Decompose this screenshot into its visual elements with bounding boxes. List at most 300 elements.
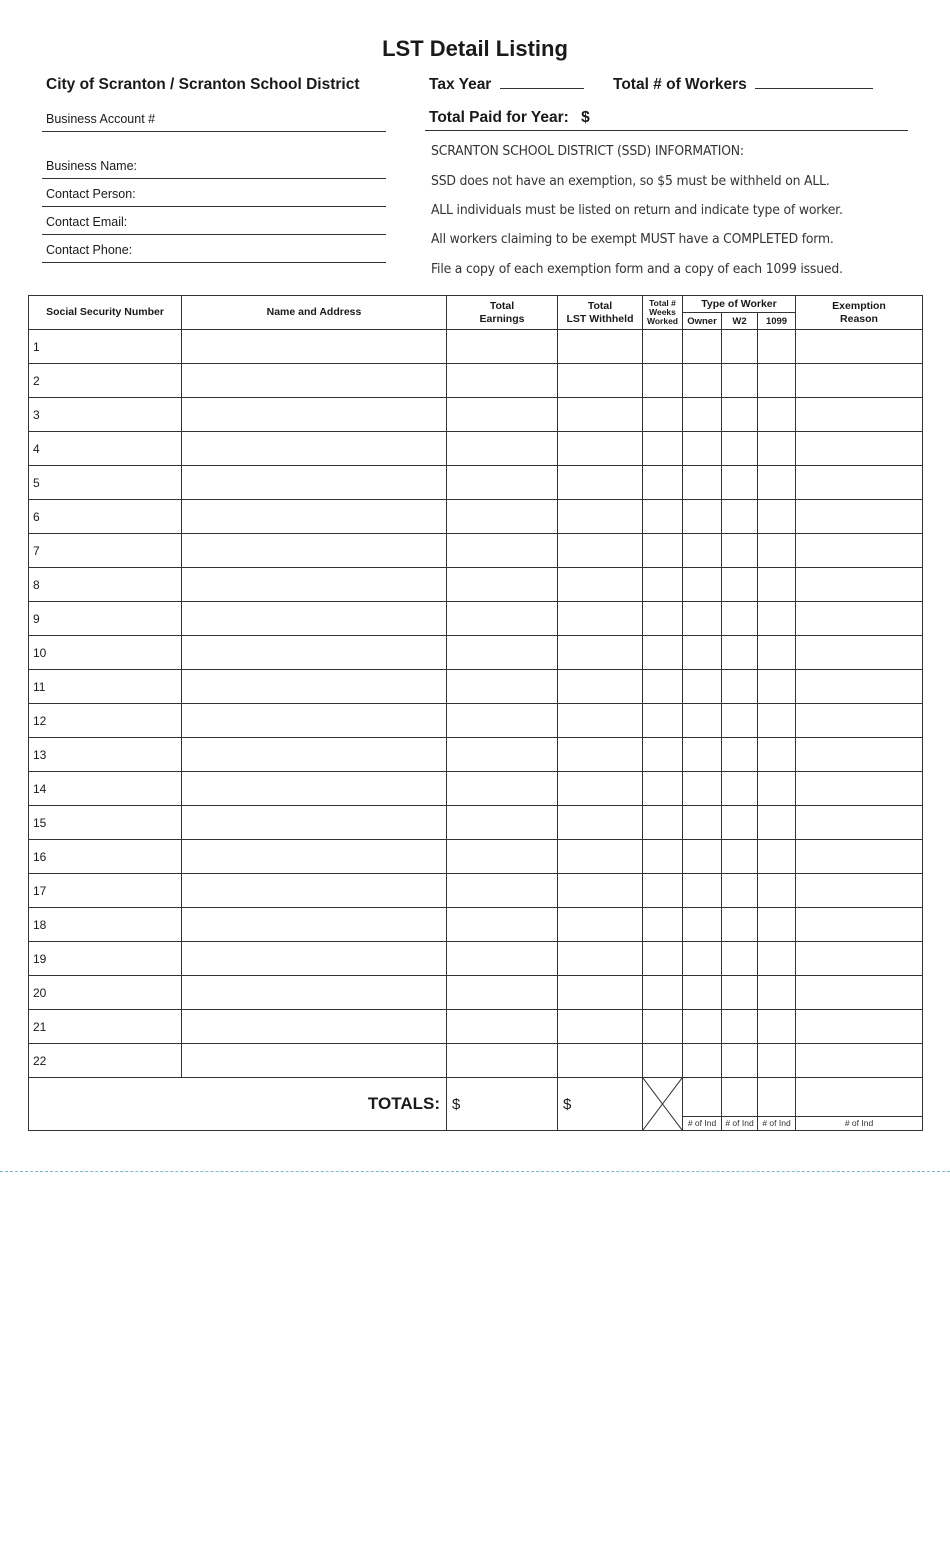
ssn-cell[interactable] xyxy=(29,534,182,568)
owner-cell[interactable] xyxy=(683,330,722,364)
weeks-cell[interactable] xyxy=(643,432,683,466)
weeks-cell[interactable] xyxy=(643,330,683,364)
exemption-cell[interactable] xyxy=(796,568,923,602)
row-number: 21 xyxy=(33,1019,47,1034)
header-lst-withheld xyxy=(558,296,643,330)
exemption-cell[interactable] xyxy=(796,670,923,704)
lst-withheld-cell[interactable] xyxy=(558,806,643,840)
table-row xyxy=(29,806,923,840)
owner-cell[interactable] xyxy=(683,942,722,976)
lst-withheld-cell[interactable] xyxy=(558,772,643,806)
contact-person-field[interactable] xyxy=(42,187,386,207)
lst-withheld-cell[interactable] xyxy=(558,534,643,568)
contact-email-label: Contact Email: xyxy=(46,215,128,229)
table-row xyxy=(29,738,923,772)
header-1099: 1099 xyxy=(758,313,796,330)
lst-withheld-cell[interactable] xyxy=(558,704,643,738)
weeks-cell[interactable] xyxy=(643,466,683,500)
weeks-cell[interactable] xyxy=(643,500,683,534)
row-number: 16 xyxy=(33,849,47,864)
table-row xyxy=(29,568,923,602)
weeks-cell[interactable] xyxy=(643,364,683,398)
t1099-cell[interactable] xyxy=(758,1044,796,1078)
earnings-cell[interactable] xyxy=(447,432,558,466)
weeks-cell[interactable] xyxy=(643,568,683,602)
row-number: 22 xyxy=(33,1053,47,1068)
earnings-cell[interactable] xyxy=(447,330,558,364)
exemption-cell[interactable] xyxy=(796,840,923,874)
table-row xyxy=(29,500,923,534)
owner-cell[interactable] xyxy=(683,534,722,568)
header-weeks-line2: Weeks xyxy=(649,307,676,317)
ssn-cell[interactable] xyxy=(29,772,182,806)
totals-lst-cell[interactable]: $ xyxy=(558,1078,643,1131)
header-earnings-line2: Earnings xyxy=(479,312,525,325)
exemption-cell[interactable] xyxy=(796,398,923,432)
lst-withheld-cell[interactable] xyxy=(558,1010,643,1044)
name-address-cell[interactable] xyxy=(182,806,447,840)
info-line-1: SSD does not have an exemption, so $5 must be withheld on ALL. xyxy=(431,173,830,189)
weeks-cell[interactable] xyxy=(643,1010,683,1044)
exemption-cell[interactable] xyxy=(796,432,923,466)
row-number: 13 xyxy=(33,747,47,762)
earnings-cell[interactable] xyxy=(447,908,558,942)
row-number: 18 xyxy=(33,917,47,932)
header-w2: W2 xyxy=(722,313,758,330)
table-body xyxy=(29,330,923,1078)
earnings-cell[interactable] xyxy=(447,364,558,398)
ssn-cell[interactable] xyxy=(29,840,182,874)
table-row xyxy=(29,670,923,704)
w2-count-label: # of Ind xyxy=(722,1116,757,1130)
w2-cell[interactable] xyxy=(722,500,758,534)
ssn-cell[interactable] xyxy=(29,704,182,738)
ssn-cell[interactable] xyxy=(29,1010,182,1044)
earnings-cell[interactable] xyxy=(447,466,558,500)
total-workers-label: Total # of Workers xyxy=(613,76,747,93)
t1099-cell[interactable] xyxy=(758,908,796,942)
table-row xyxy=(29,1010,923,1044)
name-address-cell[interactable] xyxy=(182,466,447,500)
contact-email-field[interactable] xyxy=(42,215,386,235)
table-row xyxy=(29,534,923,568)
row-number: 4 xyxy=(33,441,40,456)
lst-withheld-cell[interactable] xyxy=(558,738,643,772)
w2-cell[interactable] xyxy=(722,942,758,976)
earnings-cell[interactable] xyxy=(447,840,558,874)
w2-cell[interactable] xyxy=(722,636,758,670)
earnings-cell[interactable] xyxy=(447,636,558,670)
weeks-cell[interactable] xyxy=(643,398,683,432)
table-row xyxy=(29,908,923,942)
t1099-cell[interactable] xyxy=(758,398,796,432)
table-row xyxy=(29,874,923,908)
name-address-cell[interactable] xyxy=(182,1044,447,1078)
lst-withheld-cell[interactable] xyxy=(558,500,643,534)
lst-withheld-cell[interactable] xyxy=(558,466,643,500)
header-owner: Owner xyxy=(683,313,722,330)
exempt-count-label: # of Ind xyxy=(796,1116,922,1130)
w2-cell[interactable] xyxy=(722,364,758,398)
header-lst-line1: Total xyxy=(587,299,613,312)
weeks-cell[interactable] xyxy=(643,738,683,772)
weeks-cell[interactable] xyxy=(643,670,683,704)
w2-cell[interactable] xyxy=(722,670,758,704)
earnings-cell[interactable] xyxy=(447,398,558,432)
name-address-cell[interactable] xyxy=(182,432,447,466)
ssn-cell[interactable] xyxy=(29,908,182,942)
weeks-cell[interactable] xyxy=(643,704,683,738)
total-paid-currency: $ xyxy=(581,109,590,126)
lst-withheld-cell[interactable] xyxy=(558,942,643,976)
info-line-4: File a copy of each exemption form and a copy of each 1099 issued. xyxy=(431,261,843,277)
cross-out-icon xyxy=(643,1078,682,1130)
earnings-cell[interactable] xyxy=(447,534,558,568)
business-account-field[interactable] xyxy=(42,112,386,132)
w2-cell[interactable] xyxy=(722,432,758,466)
business-name-label: Business Name: xyxy=(46,159,138,173)
exemption-cell[interactable] xyxy=(796,330,923,364)
business-account-label: Business Account # xyxy=(46,112,156,126)
owner-cell[interactable] xyxy=(683,840,722,874)
exemption-cell[interactable] xyxy=(796,466,923,500)
name-address-cell[interactable] xyxy=(182,670,447,704)
exemption-cell[interactable] xyxy=(796,738,923,772)
table-row xyxy=(29,772,923,806)
exemption-cell[interactable] xyxy=(796,806,923,840)
totals-owner-cell[interactable] xyxy=(683,1078,722,1131)
name-address-cell[interactable] xyxy=(182,500,447,534)
totals-1099-cell[interactable] xyxy=(758,1078,796,1131)
earnings-cell[interactable] xyxy=(447,942,558,976)
owner-cell[interactable] xyxy=(683,432,722,466)
ssn-cell[interactable] xyxy=(29,432,182,466)
owner-cell[interactable] xyxy=(683,398,722,432)
row-number: 11 xyxy=(33,679,46,694)
header-earnings-line1: Total xyxy=(489,299,515,312)
totals-earnings-cell[interactable]: $ xyxy=(447,1078,558,1131)
name-address-cell[interactable] xyxy=(182,976,447,1010)
w2-cell[interactable] xyxy=(722,466,758,500)
name-address-cell[interactable] xyxy=(182,942,447,976)
owner-cell[interactable] xyxy=(683,704,722,738)
exemption-cell[interactable] xyxy=(796,364,923,398)
earnings-cell[interactable] xyxy=(447,670,558,704)
w2-cell[interactable] xyxy=(722,976,758,1010)
table-row xyxy=(29,466,923,500)
ssn-cell[interactable] xyxy=(29,874,182,908)
t1099-cell[interactable] xyxy=(758,704,796,738)
table-row xyxy=(29,942,923,976)
table-row xyxy=(29,602,923,636)
w2-cell[interactable] xyxy=(722,738,758,772)
header-name-address: Name and Address xyxy=(182,296,447,330)
w2-cell[interactable] xyxy=(722,908,758,942)
exemption-cell[interactable] xyxy=(796,908,923,942)
exemption-cell[interactable] xyxy=(796,704,923,738)
info-line-2: ALL individuals must be listed on return and indicate type of worker. xyxy=(431,202,843,218)
t1099-cell[interactable] xyxy=(758,568,796,602)
t1099-cell[interactable] xyxy=(758,874,796,908)
t1099-cell[interactable] xyxy=(758,806,796,840)
contact-person-label: Contact Person: xyxy=(46,187,136,201)
t1099-cell[interactable] xyxy=(758,466,796,500)
name-address-cell[interactable] xyxy=(182,636,447,670)
exemption-cell[interactable] xyxy=(796,602,923,636)
lst-withheld-cell[interactable] xyxy=(558,636,643,670)
tax-year-blank[interactable] xyxy=(500,76,584,89)
earnings-cell[interactable] xyxy=(447,602,558,636)
ssn-cell[interactable] xyxy=(29,738,182,772)
w2-cell[interactable] xyxy=(722,806,758,840)
weeks-cell[interactable] xyxy=(643,1044,683,1078)
t1099-cell[interactable] xyxy=(758,534,796,568)
name-address-cell[interactable] xyxy=(182,602,447,636)
t1099-cell[interactable] xyxy=(758,432,796,466)
weeks-cell[interactable] xyxy=(643,976,683,1010)
totals-label: TOTALS: xyxy=(29,1078,447,1131)
w2-cell[interactable] xyxy=(722,1044,758,1078)
owner-cell[interactable] xyxy=(683,806,722,840)
owner-cell[interactable] xyxy=(683,568,722,602)
ssn-cell[interactable] xyxy=(29,1044,182,1078)
table-row xyxy=(29,976,923,1010)
earnings-cell[interactable] xyxy=(447,874,558,908)
ssn-cell[interactable] xyxy=(29,602,182,636)
lst-withheld-cell[interactable] xyxy=(558,602,643,636)
owner-cell[interactable] xyxy=(683,670,722,704)
ssn-cell[interactable] xyxy=(29,670,182,704)
totals-weeks-crossed-cell xyxy=(643,1078,683,1131)
earnings-cell[interactable] xyxy=(447,806,558,840)
name-address-cell[interactable] xyxy=(182,398,447,432)
lst-withheld-cell[interactable] xyxy=(558,364,643,398)
header-exempt-line1: Exemption xyxy=(832,299,886,312)
t1099-cell[interactable] xyxy=(758,840,796,874)
ssn-cell[interactable] xyxy=(29,976,182,1010)
name-address-cell[interactable] xyxy=(182,330,447,364)
owner-cell[interactable] xyxy=(683,1010,722,1044)
lst-withheld-cell[interactable] xyxy=(558,1044,643,1078)
row-number: 9 xyxy=(33,611,40,626)
business-name-field[interactable] xyxy=(42,159,386,179)
owner-cell[interactable] xyxy=(683,364,722,398)
earnings-cell[interactable] xyxy=(447,976,558,1010)
weeks-cell[interactable] xyxy=(643,942,683,976)
row-number: 7 xyxy=(33,543,40,558)
header-exempt-line2: Reason xyxy=(840,312,878,325)
contact-phone-label: Contact Phone: xyxy=(46,243,133,257)
totals-exempt-cell[interactable] xyxy=(796,1078,923,1131)
ssn-cell[interactable] xyxy=(29,500,182,534)
earnings-cell[interactable] xyxy=(447,500,558,534)
header-exemption-reason xyxy=(796,296,923,330)
owner-cell[interactable] xyxy=(683,738,722,772)
exemption-cell[interactable] xyxy=(796,534,923,568)
row-number: 3 xyxy=(33,407,40,422)
lst-withheld-cell[interactable] xyxy=(558,432,643,466)
info-line-3: All workers claiming to be exempt MUST have a COMPLETED form. xyxy=(431,231,834,247)
lst-withheld-cell[interactable] xyxy=(558,840,643,874)
lst-withheld-cell[interactable] xyxy=(558,398,643,432)
name-address-cell[interactable] xyxy=(182,364,447,398)
header-lst-line2: LST Withheld xyxy=(566,312,634,325)
lst-withheld-cell[interactable] xyxy=(558,908,643,942)
table-row xyxy=(29,432,923,466)
owner-count-label: # of Ind xyxy=(683,1116,721,1130)
table-row xyxy=(29,704,923,738)
total-workers-field[interactable] xyxy=(613,76,873,94)
ssn-cell[interactable] xyxy=(29,364,182,398)
t1099-cell[interactable] xyxy=(758,942,796,976)
worker-table xyxy=(28,295,923,1131)
w2-cell[interactable] xyxy=(722,330,758,364)
header-weeks-worked xyxy=(643,296,683,330)
page-title: LST Detail Listing xyxy=(382,36,568,61)
exemption-cell[interactable] xyxy=(796,500,923,534)
weeks-cell[interactable] xyxy=(643,806,683,840)
lst-withheld-cell[interactable] xyxy=(558,976,643,1010)
header-weeks-line3: Worked xyxy=(646,316,679,326)
weeks-cell[interactable] xyxy=(643,534,683,568)
lst-withheld-cell[interactable] xyxy=(558,568,643,602)
w2-cell[interactable] xyxy=(722,1010,758,1044)
exemption-cell[interactable] xyxy=(796,1010,923,1044)
table-row xyxy=(29,1044,923,1078)
name-address-cell[interactable] xyxy=(182,908,447,942)
t1099-cell[interactable] xyxy=(758,636,796,670)
earnings-cell[interactable] xyxy=(447,704,558,738)
t1099-cell[interactable] xyxy=(758,772,796,806)
row-number: 10 xyxy=(33,645,47,660)
row-number: 17 xyxy=(33,883,47,898)
total-workers-blank[interactable] xyxy=(755,76,873,89)
t1099-cell[interactable] xyxy=(758,1010,796,1044)
t1099-cell[interactable] xyxy=(758,602,796,636)
table-row xyxy=(29,840,923,874)
earnings-cell[interactable] xyxy=(447,1010,558,1044)
exemption-cell[interactable] xyxy=(796,1044,923,1078)
ssn-cell[interactable] xyxy=(29,942,182,976)
earnings-cell[interactable] xyxy=(447,738,558,772)
tax-year-field[interactable] xyxy=(429,76,584,94)
header-type-of-worker: Type of Worker xyxy=(683,296,796,313)
ssn-cell[interactable] xyxy=(29,806,182,840)
w2-cell[interactable] xyxy=(722,398,758,432)
row-number: 14 xyxy=(33,781,47,796)
earnings-cell[interactable] xyxy=(447,568,558,602)
header-ssn: Social Security Number xyxy=(29,296,182,330)
name-address-cell[interactable] xyxy=(182,704,447,738)
total-paid-field[interactable] xyxy=(429,109,590,127)
w2-cell[interactable] xyxy=(722,602,758,636)
weeks-cell[interactable] xyxy=(643,840,683,874)
earnings-cell[interactable] xyxy=(447,1044,558,1078)
owner-cell[interactable] xyxy=(683,976,722,1010)
total-paid-label: Total Paid for Year: xyxy=(429,109,569,126)
totals-w2-cell[interactable] xyxy=(722,1078,758,1131)
owner-cell[interactable] xyxy=(683,636,722,670)
table-row xyxy=(29,636,923,670)
name-address-cell[interactable] xyxy=(182,738,447,772)
w2-cell[interactable] xyxy=(722,534,758,568)
t1099-cell[interactable] xyxy=(758,330,796,364)
w2-cell[interactable] xyxy=(722,840,758,874)
contact-phone-field[interactable] xyxy=(42,243,386,263)
row-number: 6 xyxy=(33,509,40,524)
name-address-cell[interactable] xyxy=(182,772,447,806)
t1099-count-label: # of Ind xyxy=(758,1116,795,1130)
row-number: 20 xyxy=(33,985,47,1000)
owner-cell[interactable] xyxy=(683,908,722,942)
w2-cell[interactable] xyxy=(722,874,758,908)
row-number: 1 xyxy=(33,339,40,354)
owner-cell[interactable] xyxy=(683,500,722,534)
weeks-cell[interactable] xyxy=(643,602,683,636)
name-address-cell[interactable] xyxy=(182,568,447,602)
w2-cell[interactable] xyxy=(722,704,758,738)
info-heading: SCRANTON SCHOOL DISTRICT (SSD) INFORMATION: xyxy=(431,143,744,159)
header-weeks-line1: Total # xyxy=(649,298,676,308)
row-number: 8 xyxy=(33,577,40,592)
owner-cell[interactable] xyxy=(683,874,722,908)
row-number: 12 xyxy=(33,713,47,728)
ssn-cell[interactable] xyxy=(29,398,182,432)
weeks-cell[interactable] xyxy=(643,874,683,908)
weeks-cell[interactable] xyxy=(643,636,683,670)
w2-cell[interactable] xyxy=(722,772,758,806)
weeks-cell[interactable] xyxy=(643,908,683,942)
weeks-cell[interactable] xyxy=(643,772,683,806)
district-name: City of Scranton / Scranton School District xyxy=(46,76,360,93)
owner-cell[interactable] xyxy=(683,772,722,806)
lst-withheld-cell[interactable] xyxy=(558,874,643,908)
t1099-cell[interactable] xyxy=(758,976,796,1010)
t1099-cell[interactable] xyxy=(758,364,796,398)
row-number: 19 xyxy=(33,951,47,966)
exemption-cell[interactable] xyxy=(796,976,923,1010)
w2-cell[interactable] xyxy=(722,568,758,602)
name-address-cell[interactable] xyxy=(182,874,447,908)
exemption-cell[interactable] xyxy=(796,942,923,976)
t1099-cell[interactable] xyxy=(758,738,796,772)
ssn-cell[interactable] xyxy=(29,330,182,364)
tax-year-label: Tax Year xyxy=(429,76,492,93)
name-address-cell[interactable] xyxy=(182,1010,447,1044)
table-row xyxy=(29,330,923,364)
total-paid-line xyxy=(425,130,908,131)
cut-line xyxy=(0,1171,950,1172)
lst-withheld-cell[interactable] xyxy=(558,330,643,364)
table-row xyxy=(29,398,923,432)
row-number: 5 xyxy=(33,475,40,490)
ssn-cell[interactable] xyxy=(29,636,182,670)
t1099-cell[interactable] xyxy=(758,500,796,534)
name-address-cell[interactable] xyxy=(182,534,447,568)
name-address-cell[interactable] xyxy=(182,840,447,874)
ssn-cell[interactable] xyxy=(29,466,182,500)
t1099-cell[interactable] xyxy=(758,670,796,704)
owner-cell[interactable] xyxy=(683,466,722,500)
owner-cell[interactable] xyxy=(683,602,722,636)
exemption-cell[interactable] xyxy=(796,772,923,806)
lst-withheld-cell[interactable] xyxy=(558,670,643,704)
ssn-cell[interactable] xyxy=(29,568,182,602)
earnings-cell[interactable] xyxy=(447,772,558,806)
exemption-cell[interactable] xyxy=(796,874,923,908)
exemption-cell[interactable] xyxy=(796,636,923,670)
owner-cell[interactable] xyxy=(683,1044,722,1078)
